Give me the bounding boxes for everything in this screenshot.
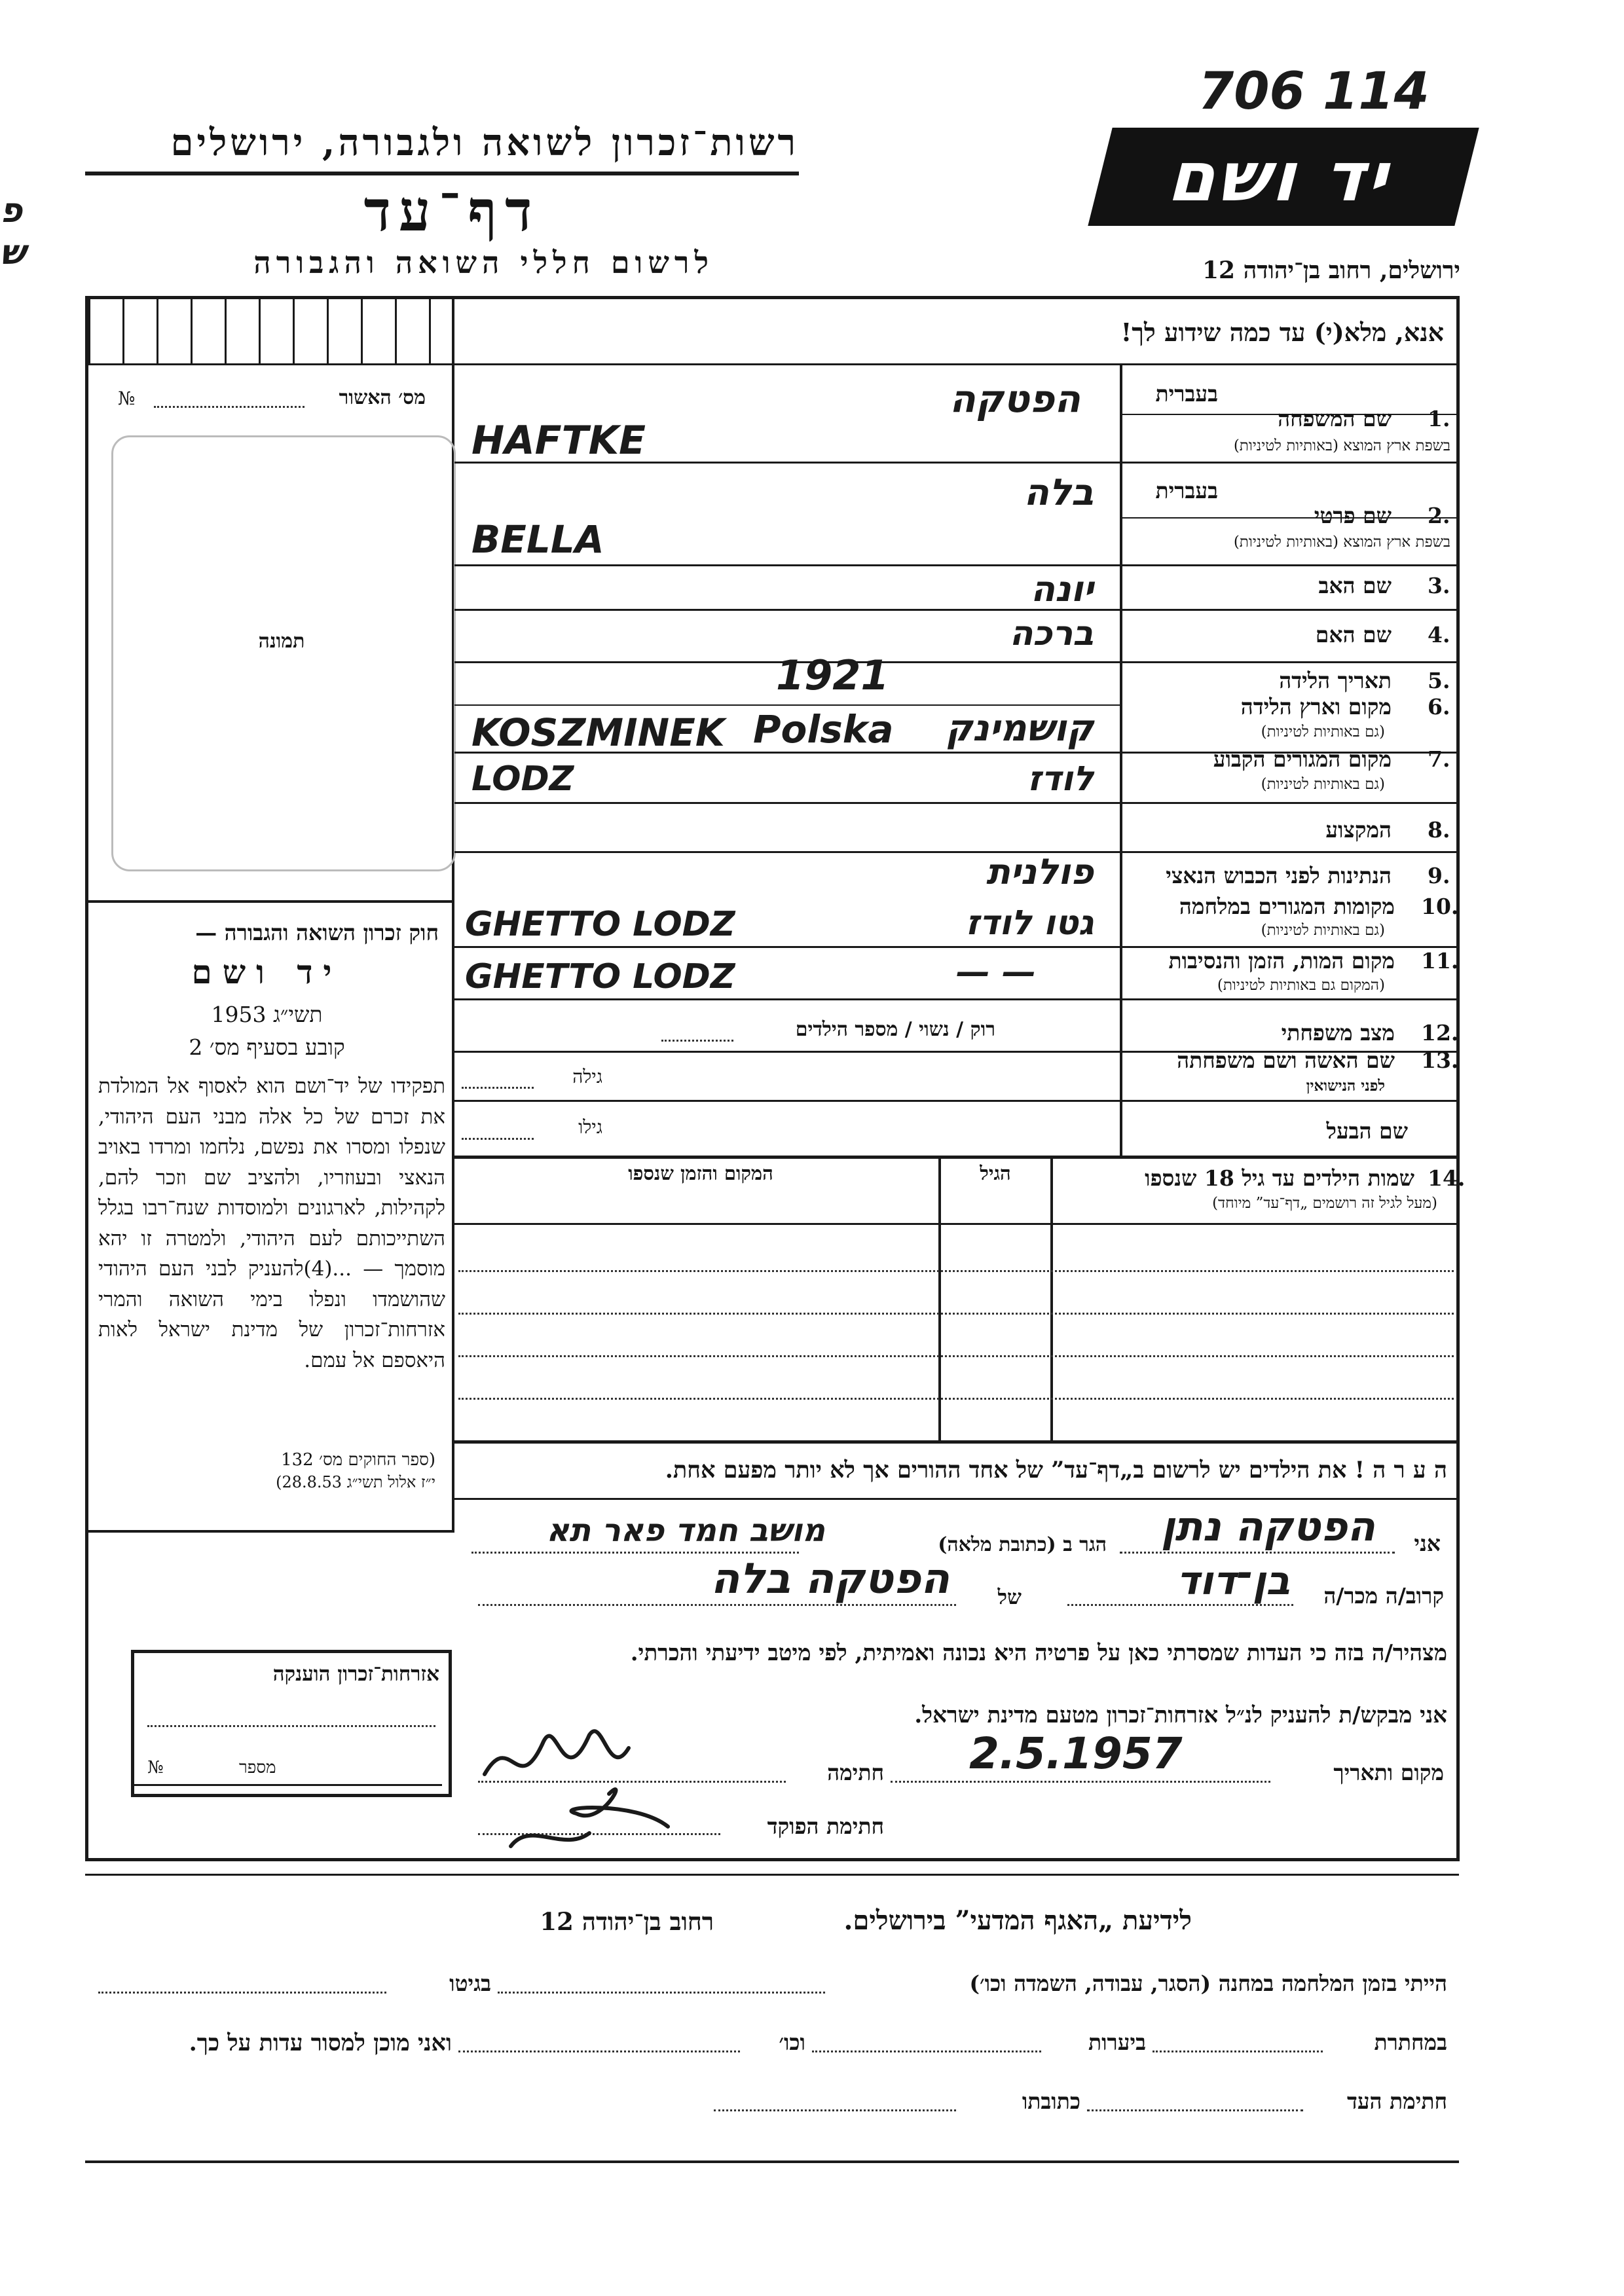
field-2-latin-note: בשפת ארץ המוצא (באותיות לטיניות): [1233, 534, 1450, 551]
field-11-note: (המקום גם באותיות לטיניות): [1217, 977, 1385, 994]
field-13-num: 13.: [1421, 1048, 1459, 1073]
field-10-note: (גם באותיות לטיניות): [1261, 922, 1385, 939]
decl-place-date: מקום ותאריך: [1333, 1760, 1444, 1785]
field-7-value-he[interactable]: לודז: [1027, 759, 1094, 799]
law-year: תשי״ג 1953: [211, 1002, 323, 1027]
field-9-value[interactable]: פולנית: [986, 851, 1094, 892]
field-4-value[interactable]: ברכה: [1009, 614, 1094, 653]
honorary-number: מספר: [239, 1758, 276, 1777]
footer-line3-a: חתימת העד: [1346, 2088, 1447, 2114]
field-6-note: (גם באותיות לטיניות): [1261, 723, 1385, 740]
field-2-value-latin[interactable]: BELLA: [471, 517, 604, 562]
field-9-num: 9.: [1428, 863, 1450, 888]
footer-line2-b: ביערות: [1088, 2030, 1146, 2055]
photo-frame: [111, 435, 456, 871]
field-1-num: 1.: [1428, 406, 1450, 431]
footer-witness-signature-field[interactable]: [1087, 2109, 1303, 2111]
decl-i-am: אני: [1414, 1531, 1441, 1556]
field-14-col-age: הגיל: [980, 1162, 1011, 1184]
photo-label: תמונה: [258, 630, 305, 653]
field-5-label: תאריך הלידה: [1279, 668, 1392, 693]
field-13-note: לפני הנישואין: [1306, 1077, 1385, 1095]
field-12-label: מצב משפחתי: [1281, 1020, 1395, 1046]
law-clause: קובע בסעיף מס׳ 2: [189, 1034, 345, 1060]
field-14-note: (מעל לגיל זה רושמים „דף־עד” מיוחד): [1212, 1195, 1437, 1212]
child-row-2[interactable]: [458, 1313, 1454, 1315]
signature-mark: [471, 1702, 707, 1859]
field-6-value-he[interactable]: קושמינק: [946, 707, 1094, 750]
footer-line1-b: בגיטו: [449, 1971, 491, 1996]
footer-line2-d: ואני מוכן למסור עדות על כך.: [189, 2030, 452, 2056]
footer-forest-field[interactable]: [812, 2050, 1041, 2052]
yad-vashem-logo: [1088, 128, 1479, 226]
footer-address: רחוב בן־יהודה 12: [540, 1907, 714, 1936]
decl-signature-label: חתימה: [827, 1760, 884, 1785]
field-4-num: 4.: [1428, 622, 1450, 647]
field-12-options[interactable]: רוק / נשוי / מספר הילדים: [795, 1018, 995, 1041]
field-5-value[interactable]: 1921: [776, 651, 889, 699]
footer-line2-c: וכו׳: [779, 2030, 805, 2055]
decl-relation-value[interactable]: בן־דוד: [1176, 1558, 1290, 1604]
husband-age-field[interactable]: [462, 1138, 534, 1140]
header-address: ירושלים, רחוב בן־יהודה 12: [1202, 257, 1460, 284]
field-4-label: שם האם: [1315, 622, 1392, 647]
decl-official-signature: חתימת הפוקד: [767, 1813, 884, 1839]
footer-ghetto-field[interactable]: [98, 1992, 386, 1994]
file-number: 706 114: [1198, 62, 1430, 121]
footer-etc-field[interactable]: [458, 2050, 740, 2052]
decl-of: של: [997, 1586, 1022, 1609]
field-14-label: שמות הילדים עד גיל 18 שנספו: [1145, 1165, 1414, 1191]
field-1-label: שם המשפחה: [1278, 406, 1392, 431]
field-1-value-he[interactable]: הפטקה: [950, 376, 1080, 421]
field-7-label: מקום המגורים הקבוע: [1213, 746, 1392, 772]
law-source-1: (ספר החוקים מס׳ 132: [281, 1450, 435, 1470]
honorary-no: №: [147, 1758, 164, 1777]
field-6-num: 6.: [1428, 694, 1450, 720]
field-10-value-he[interactable]: גטו לודז: [965, 903, 1094, 943]
field-8-num: 8.: [1428, 817, 1450, 843]
field-6-value-latin[interactable]: KOSZMINEK: [471, 710, 725, 755]
field-2-num: 2.: [1428, 503, 1450, 528]
field-11-num: 11.: [1421, 948, 1459, 974]
footer-line2-a: במחתרת: [1374, 2030, 1447, 2055]
field-3-num: 3.: [1428, 573, 1450, 598]
remark: ה ע ר ה ! את הילדים יש לרשום ב„דף־עד” של אחד ההורים אך לא יותר מפעם אחת.: [665, 1457, 1447, 1484]
office-ticks: [88, 299, 452, 365]
form-title: דף־עד: [363, 178, 540, 244]
field-2-value-he[interactable]: בלה: [1024, 471, 1094, 514]
field-9-label: הנתינות לפני הכבוש הנאצי: [1166, 863, 1392, 888]
field-3-label: שם האב: [1318, 573, 1392, 598]
law-org: יד ושם: [191, 953, 342, 991]
child-row-1[interactable]: [458, 1270, 1454, 1272]
field-13-label: שם האשה ושם משפחתה: [1177, 1048, 1395, 1073]
footer-title: לידיעת „האגף המדעי” בירושלים.: [843, 1905, 1192, 1936]
honorary-title: אזרחות־זכרון הוענקה: [272, 1662, 439, 1686]
field-2-label: שם פרטי: [1314, 503, 1392, 528]
field-6-label: מקום וארץ הלידה: [1240, 694, 1392, 720]
footer-line3-b: כתובתו: [1022, 2088, 1080, 2114]
footer-camp-field[interactable]: [498, 1992, 825, 1994]
approval-field[interactable]: [154, 406, 304, 408]
honorary-box: [131, 1650, 452, 1797]
footer-underground-field[interactable]: [1153, 2050, 1323, 2052]
field-12-num: 12.: [1421, 1020, 1459, 1046]
field-10-label: מקומות המגורים במלחמה: [1179, 894, 1395, 919]
decl-relative: קרוב/ה מכר/ה: [1323, 1583, 1444, 1609]
decl-request: אני מבקש/ת להעניק לנ״ל אזרחות־זכרון מטעם מדינת ישראל.: [914, 1702, 1447, 1728]
approval-label: מס׳ האשור: [339, 386, 426, 409]
authority-title: רשות־זכרון לשואה ולגבורה, ירושלים: [170, 121, 799, 164]
field-7-num: 7.: [1428, 746, 1450, 772]
logo-text: יד ושם: [1162, 137, 1405, 217]
field-7-note: (גם באותיות לטיניות): [1261, 776, 1385, 793]
decl-date-value[interactable]: 2.5.1957: [969, 1728, 1183, 1779]
margin-note: פ ש: [0, 191, 26, 272]
field-1-hebrew-tag: בעברית: [1155, 381, 1218, 407]
field-3-value[interactable]: יונה: [1030, 568, 1094, 610]
decl-of-value[interactable]: הפטקה בלה: [710, 1555, 950, 1603]
law-source-2: י״ז אלול תשי״ג 28.8.53): [276, 1473, 435, 1491]
field-8-label: המקצוע: [1325, 817, 1392, 843]
decl-resides: הגר ב (כתובת מלאה): [938, 1533, 1107, 1556]
decl-statement: מצהיר/ה בזה כי העדות שמסרתי כאן על פרטיה היא נכונה ואמיתית, לפי מיטב ידיעתי והכרתי.: [630, 1640, 1447, 1666]
field-11-value-dash[interactable]: — —: [956, 953, 1037, 992]
field-11-value-latin[interactable]: GHETTO LODZ: [465, 957, 735, 996]
child-row-3[interactable]: [458, 1355, 1454, 1357]
field-10-value-latin[interactable]: GHETTO LODZ: [465, 905, 735, 944]
field-1-latin-note: בשפת ארץ המוצא (באותיות לטיניות): [1233, 437, 1450, 454]
field-14-col-place: המקום והזמן שנספו: [628, 1162, 773, 1184]
law-body: תפקידו של יד־ושם הוא לאסוף אל המולדת את זכרם של כל אלה מבני העם היהודי, שנפלו ומסרו את נפשם, נלחמו ומרדו באויב הנאצי ובעוזריו, ולהציב שם וזכר להם, לקהילות, לארגונים ולמוסדות שנח־רבו בגלל השתייכותם לעם היהודי, ולמטרה זו יהא מוסמך — ...(4)להעניק לבני העם היהודי שהושמדו ונפלו בימי השואה והמרי אזרחות־זכרון של מדינת ישראל לאות היאספם אל עמם.: [98, 1074, 445, 1372]
field-2-hebrew-tag: בעברית: [1155, 478, 1218, 503]
field-7-value-latin[interactable]: LODZ: [471, 759, 574, 799]
field-6-value-country[interactable]: Polska: [753, 707, 894, 752]
husband-age: גילו: [578, 1116, 602, 1138]
decl-address-value[interactable]: מושב חמד פאר תא: [546, 1512, 825, 1549]
approval-no: №: [118, 388, 136, 409]
field-14-num: 14.: [1428, 1165, 1466, 1191]
footer-address-field[interactable]: [714, 2109, 956, 2111]
form-subtitle: לרשום חללי השואה והגבורה: [253, 245, 714, 280]
field-13-age-field[interactable]: [462, 1087, 534, 1089]
field-1-value-latin[interactable]: HAFTKE: [471, 418, 646, 464]
field-11-label: מקום המות, הזמן והנסיבות: [1168, 948, 1395, 974]
footer-line1-a: הייתי בזמן המלחמה במחנה (הסגר, עבודה, השמדה וכו׳): [969, 1971, 1447, 1996]
law-title: חוק זכרון השואה והגבורה —: [195, 920, 439, 945]
husband-label: שם הבעל: [1326, 1118, 1408, 1144]
field-10-num: 10.: [1421, 894, 1459, 919]
field-13-age: גילה: [572, 1066, 602, 1087]
instruction: אנא, מלא(י) עד כמה שידוע לך!: [1120, 318, 1444, 347]
decl-name-value[interactable]: הפטקה נתן: [1160, 1503, 1375, 1550]
field-5-num: 5.: [1428, 668, 1450, 693]
child-row-4[interactable]: [458, 1398, 1454, 1400]
